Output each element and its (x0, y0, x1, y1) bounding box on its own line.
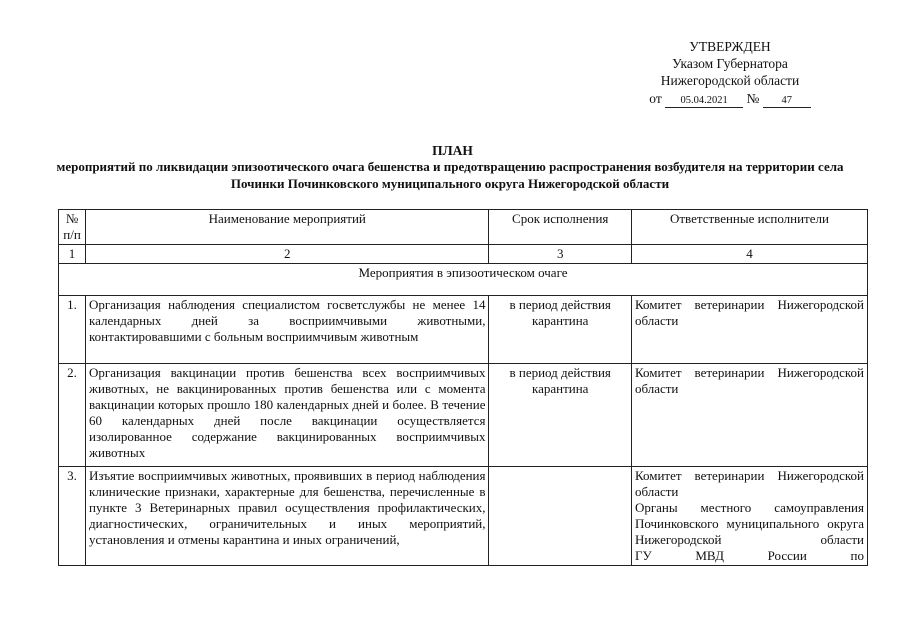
approval-number: 47 (763, 95, 811, 108)
column-number: 1 (59, 245, 86, 264)
responsible-item: Комитет ветеринарии Нижегородской области (634, 468, 864, 499)
row-responsible (631, 364, 867, 467)
row-term (489, 467, 631, 566)
row-description: Организация вакцинации против бешенства всех восприимчивых животных, не вакцинированных против бешенства или с момента вакцинации которых прошло 180 календарных дней и более. В течение 60 календарных дней после вакцинации осуществляется изолированное содержание вакцинированных восприимчивых животных (86, 364, 489, 467)
plan-table (58, 209, 868, 566)
approval-line-2: Нижегородской области (660, 73, 800, 88)
approval-heading: УТВЕРЖДЕН (689, 39, 771, 54)
responsible-item: Комитет ветеринарии Нижегородской области (634, 297, 864, 328)
document-subtitle: мероприятий по ликвидации эпизоотического очага бешенства и предотвращению распространения возбудителя на территории села Починки Починковского муниципального округа Нижегородской области (56, 159, 844, 191)
column-number: 4 (631, 245, 867, 264)
row-term: в период действия карантина (489, 364, 631, 467)
approval-line-1: Указом Губернатора (672, 56, 788, 71)
table-row (59, 364, 868, 467)
column-number: 2 (86, 245, 489, 264)
row-number: 3. (59, 467, 86, 566)
section-row (59, 264, 868, 296)
table-header-row (59, 210, 868, 245)
section-title: Мероприятия в эпизоотическом очаге (59, 264, 868, 296)
row-responsible (631, 296, 867, 364)
table-row (59, 467, 868, 566)
column-number-row (59, 245, 868, 264)
responsible-item: Органы местного самоуправления Починковского муниципального округа Нижегородской области (634, 500, 864, 547)
row-term: в период действия карантина (489, 296, 631, 364)
row-number: 1. (59, 296, 86, 364)
header-activity: Наименование мероприятий (86, 210, 489, 245)
responsible-item: ГУ МВД России по (634, 548, 864, 563)
table-row (59, 296, 868, 364)
row-number: 2. (59, 364, 86, 467)
document-title: ПЛАН (432, 143, 473, 158)
header-number: № п/п (59, 210, 86, 245)
responsible-item: Комитет ветеринарии Нижегородской области (634, 365, 864, 396)
row-description: Изъятие восприимчивых животных, проявивших в период наблюдения клинические признаки, характерные для бешенства, перечисленные в пункте 3 Ветеринарных правил осуществления профилактических, диагностических, ограничительных и иных мероприятий, установления и отмены карантина и иных ограничений, (86, 467, 489, 566)
approval-date: 05.04.2021 (665, 95, 743, 108)
header-term: Срок исполнения (489, 210, 631, 245)
approval-from-label: от (649, 91, 662, 106)
approval-number-label: № (746, 91, 760, 106)
row-description: Организация наблюдения специалистом госветслужбы не менее 14 календарных дней за восприимчивыми животными, контактировавшими с больным восприимчивым животным (86, 296, 489, 364)
row-responsible (631, 467, 867, 566)
header-responsible: Ответственные исполнители (631, 210, 867, 245)
approval-date-row (600, 90, 860, 108)
approval-stamp (600, 38, 860, 108)
column-number: 3 (489, 245, 631, 264)
